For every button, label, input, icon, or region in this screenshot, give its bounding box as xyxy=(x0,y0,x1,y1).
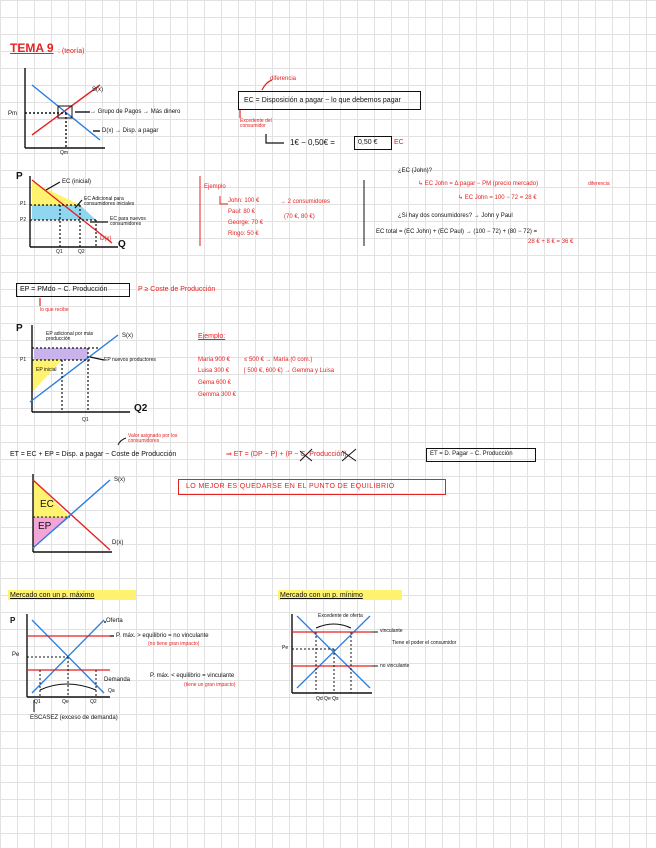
example-row-3: George: 70 € xyxy=(228,220,264,226)
et-formula-note: Valor asignado por los consumidores xyxy=(128,433,178,444)
example-row-4: Ringo: 50 € xyxy=(228,231,259,237)
diagram2-ec-new: EC para nuevos consumidores xyxy=(110,216,146,227)
diagram5-p: P xyxy=(10,616,16,625)
ec-formula-result: 0,50 € xyxy=(358,139,378,146)
ep-example-note-1: ≤ 500 € → María (0 com.) xyxy=(244,357,313,363)
diagram3-ep-new: EP nuevos productores xyxy=(104,357,156,363)
ep-definition-note: P ≥ Coste de Producción xyxy=(138,286,216,293)
diagram4-dx: D(x) xyxy=(112,540,124,546)
diagram5-note1: P. máx. > equilibrio = no vinculante xyxy=(116,633,209,639)
ep-example-row-1: María 900 € xyxy=(198,357,231,363)
diagram2-q1: Q1 xyxy=(56,249,63,255)
ep-example-title: Ejemplo: xyxy=(198,333,226,340)
diagram1-price-label: Pm xyxy=(8,111,17,117)
example-result-1: → 2 consumidores xyxy=(280,199,331,205)
diagram2-q2: Q2 xyxy=(78,249,85,255)
diagram6-note: Tiene el poder el consumidor xyxy=(392,640,457,646)
diagram5-q2: Q2 xyxy=(90,699,97,705)
ep-below-note: lo que recibe xyxy=(40,307,69,313)
diagram6-exceso: Excedente de oferta xyxy=(318,613,363,619)
example-result-2: (70 €, 80 €) xyxy=(284,214,315,220)
a-ec-john: ↳ EC John = Δ pagar − PM (precio mercado) xyxy=(418,181,539,187)
diagram5-note1-sub: (no tiene gran impacto) xyxy=(148,641,200,647)
a-ec-john-note: diferencia xyxy=(588,181,610,187)
diagram5-note2-sub: (tiene un gran impacto) xyxy=(184,682,236,688)
diagram2-p1: P1 xyxy=(20,201,27,207)
diagram2-dx: D(x) xyxy=(100,236,112,242)
ec-formula-tag: EC xyxy=(394,139,404,146)
ec-formula: 1€ − 0,50€ = xyxy=(290,138,335,147)
diagram6-q-labels: Qd Qe Qs xyxy=(316,696,339,702)
diagram5-shortage: ESCASEZ (exceso de demanda) xyxy=(30,715,118,721)
diagram2-ec-added: EC Adicional para consumidores iniciales xyxy=(84,196,135,207)
diagram1-supply-label: S(x) xyxy=(92,87,103,93)
ep-example-row-4: Gemma 300 € xyxy=(198,392,237,398)
diagram2-q-label: Q xyxy=(118,239,126,250)
total-surplus-diagram xyxy=(33,474,112,552)
section5-title: Mercado con un p. máximo xyxy=(10,592,95,599)
example-title: Ejemplo xyxy=(204,184,226,190)
conclusion-text: LO MEJOR ES QUEDARSE EN EL PUNTO DE EQUILIBRIO xyxy=(186,483,395,490)
diagram4-sx: S(x) xyxy=(114,477,125,483)
diagram1-quantity-label: Qm xyxy=(60,150,69,156)
et-formula-boxed: ET = D. Pagar − C. Producción xyxy=(430,451,513,457)
diagram3-q1: Q1 xyxy=(82,417,89,423)
diagram3-ep-added: EP adicional por más producción xyxy=(46,331,94,342)
ec-definition: EC = Disposición a pagar − lo que debemos pagar xyxy=(244,97,401,104)
section6-title: Mercado con un p. mínimo xyxy=(280,592,363,599)
page-subtitle: : (teoría) xyxy=(58,48,85,55)
diagram5-note2: P. máx. < equilibrio = vinculante xyxy=(150,673,235,679)
q-ec-john: ¿EC (John)? xyxy=(398,168,433,174)
example-row-1: John: 100 € xyxy=(228,198,260,204)
price-floor-diagram xyxy=(292,614,378,693)
ep-example-row-3: Gema 600 € xyxy=(198,380,232,386)
diagram6-pe: Pe xyxy=(282,645,289,651)
diagram5-demanda: Demanda xyxy=(104,677,131,683)
diagram3-ep-initial: EP inicial xyxy=(36,367,57,373)
diagram5-oferta: Oferta xyxy=(106,618,123,624)
diagram6-vinculante: vinculante xyxy=(380,628,403,634)
diagram3-sx-label: S(x) xyxy=(122,333,133,339)
price-ceiling-diagram xyxy=(27,614,114,712)
diagram1-note: → Grupo de Pagos → Más dinero xyxy=(90,109,181,115)
example-row-2: Paul: 80 € xyxy=(228,209,256,215)
diagram4-ep: EP xyxy=(38,521,52,532)
excedente-note: diferencia xyxy=(270,76,297,82)
diagram5-q1: Q1 xyxy=(34,699,41,705)
diagram3-p1: P1 xyxy=(20,357,27,363)
a-ec-john-calc: ↳ EC John = 100 − 72 = 28 € xyxy=(458,195,537,201)
et-formula-left: ET = EC + EP = Disp. a pagar − Coste de Producción xyxy=(10,451,177,458)
diagram1-demand-label: D(x) → Disp. a pagar xyxy=(102,128,159,134)
diagram5-pe: Pe xyxy=(12,652,20,658)
q-two-consumers: ¿Si hay dos consumidores? → John y Paul xyxy=(398,213,513,219)
ep-definition: EP = PMdo − C. Producción xyxy=(20,286,108,293)
diagram2-ec-initial: EC (inicial) xyxy=(62,179,92,185)
excedente-label: Excedente del consumidor xyxy=(240,118,272,129)
diagram3-q2: Q2 xyxy=(134,403,148,414)
a-ec-total-calc: 28 € + 8 € = 36 € xyxy=(528,239,574,245)
et-formula-mid: ⇒ ET = (DP − P) + (P − C. Producción) xyxy=(226,451,347,458)
a-ec-total: EC total = (EC John) + (EC Paul) → (100 − 72) + (80 − 72) = xyxy=(376,229,538,235)
diagram3-p-label: P xyxy=(16,323,23,334)
diagram6-no-vinculante: no vinculante xyxy=(380,663,410,669)
diagram5-qe: Qe xyxy=(62,699,69,705)
diagram2-p2: P2 xyxy=(20,217,27,223)
ep-example-row-2: Luisa 300 € xyxy=(198,368,230,374)
diagram5-qa: Qa xyxy=(108,688,115,694)
ep-example-note-2: [ 500 €, 600 €) → Gemma y Luisa xyxy=(244,368,335,374)
supply-demand-diagram-1 xyxy=(25,68,105,148)
diagram4-ec: EC xyxy=(40,499,54,510)
diagram2-p-label: P xyxy=(16,171,23,182)
page-title: TEMA 9 xyxy=(10,41,54,55)
